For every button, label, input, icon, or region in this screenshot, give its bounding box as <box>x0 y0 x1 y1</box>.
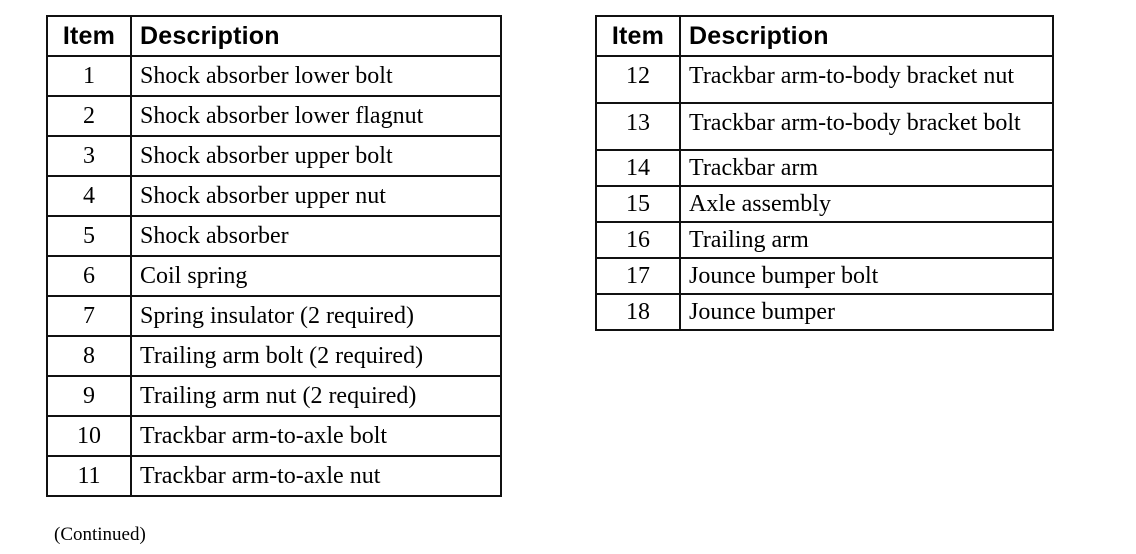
item-description: Trackbar arm-to-body bracket nut <box>680 56 1053 103</box>
item-number: 9 <box>47 376 131 416</box>
item-number: 7 <box>47 296 131 336</box>
table-row <box>596 103 1053 150</box>
item-number: 16 <box>596 222 680 258</box>
item-column-header: Item <box>47 16 131 56</box>
item-description: Jounce bumper <box>680 294 1053 330</box>
table-row <box>47 96 501 136</box>
table-row <box>596 222 1053 258</box>
item-description: Trailing arm nut (2 required) <box>131 376 501 416</box>
item-description: Trailing arm <box>680 222 1053 258</box>
table-row <box>596 150 1053 186</box>
table-row <box>47 256 501 296</box>
item-description: Trackbar arm <box>680 150 1053 186</box>
table-row <box>47 456 501 496</box>
item-description: Coil spring <box>131 256 501 296</box>
parts-table-left <box>46 15 502 497</box>
item-number: 15 <box>596 186 680 222</box>
item-number: 14 <box>596 150 680 186</box>
table-row <box>596 186 1053 222</box>
table-header-row <box>47 16 501 56</box>
table-row <box>47 376 501 416</box>
item-number: 8 <box>47 336 131 376</box>
description-column-header: Description <box>680 16 1053 56</box>
item-description: Shock absorber upper nut <box>131 176 501 216</box>
table-row <box>596 56 1053 103</box>
parts-table-right <box>595 15 1054 331</box>
item-description: Trackbar arm-to-body bracket bolt <box>680 103 1053 150</box>
table-row <box>47 56 501 96</box>
table-header-row <box>596 16 1053 56</box>
item-description: Trackbar arm-to-axle bolt <box>131 416 501 456</box>
table-row <box>47 416 501 456</box>
table-row <box>47 216 501 256</box>
description-column-header: Description <box>131 16 501 56</box>
item-number: 1 <box>47 56 131 96</box>
table-row <box>47 176 501 216</box>
table-row <box>47 296 501 336</box>
item-description: Shock absorber lower bolt <box>131 56 501 96</box>
table-row <box>596 258 1053 294</box>
item-description: Shock absorber <box>131 216 501 256</box>
item-number: 2 <box>47 96 131 136</box>
item-number: 11 <box>47 456 131 496</box>
item-number: 17 <box>596 258 680 294</box>
continued-note: (Continued) <box>54 524 146 545</box>
item-number: 6 <box>47 256 131 296</box>
item-number: 13 <box>596 103 680 150</box>
item-description: Trackbar arm-to-axle nut <box>131 456 501 496</box>
item-number: 12 <box>596 56 680 103</box>
table-row <box>596 294 1053 330</box>
item-description: Spring insulator (2 required) <box>131 296 501 336</box>
item-number: 10 <box>47 416 131 456</box>
item-number: 3 <box>47 136 131 176</box>
item-description: Axle assembly <box>680 186 1053 222</box>
table-row <box>47 336 501 376</box>
item-description: Trailing arm bolt (2 required) <box>131 336 501 376</box>
item-description: Shock absorber upper bolt <box>131 136 501 176</box>
item-number: 4 <box>47 176 131 216</box>
item-number: 5 <box>47 216 131 256</box>
item-description: Jounce bumper bolt <box>680 258 1053 294</box>
item-number: 18 <box>596 294 680 330</box>
table-row <box>47 136 501 176</box>
item-column-header: Item <box>596 16 680 56</box>
item-description: Shock absorber lower flagnut <box>131 96 501 136</box>
